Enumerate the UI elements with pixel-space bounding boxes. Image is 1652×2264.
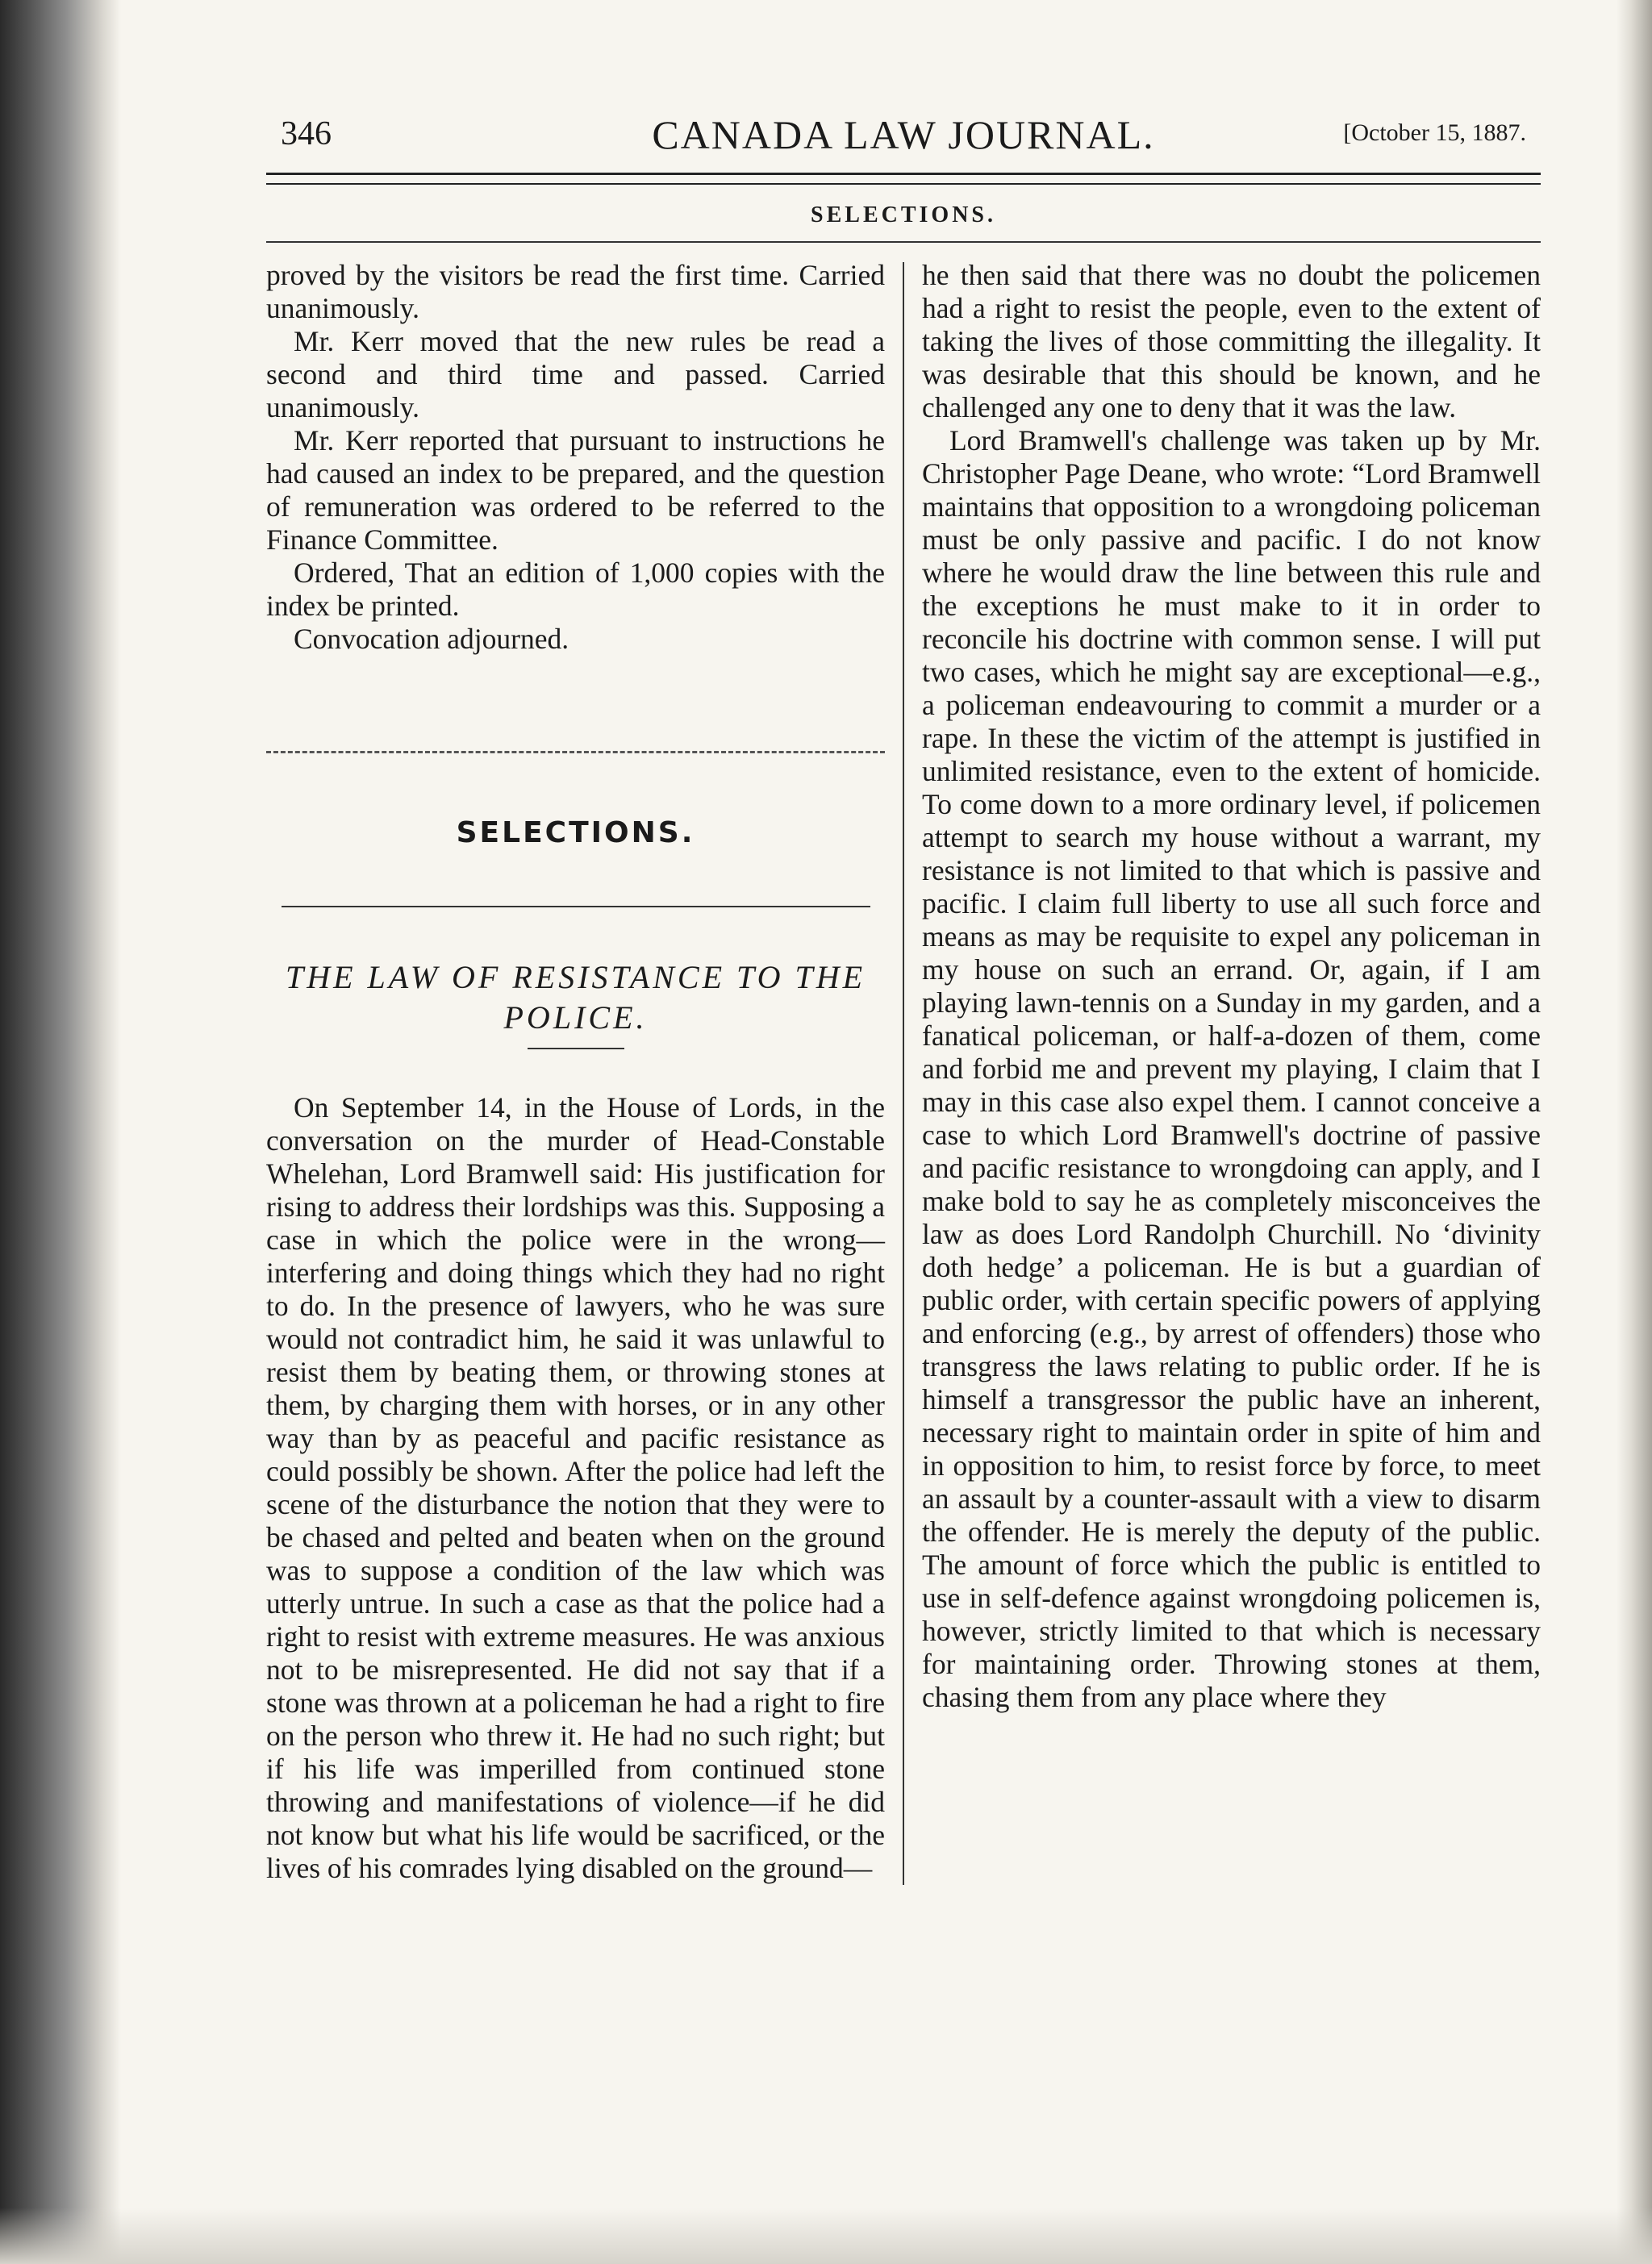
page-number: 346: [281, 115, 332, 152]
header-double-rule: [266, 173, 1541, 185]
journal-title: CANADA LAW JOURNAL.: [652, 112, 1155, 157]
text-columns: [266, 259, 1541, 1885]
page-edge-bottom: [0, 2208, 1652, 2264]
section-running-head: SELECTIONS.: [811, 202, 996, 227]
paragraph: Mr. Kerr reported that pursuant to instructions he had caused an index to be prepared, and the question of remuneration was ordered to be referred to the Finance Committee.: [266, 424, 885, 556]
dashed-divider: [266, 751, 885, 753]
paragraph: proved by the visitors be read the first time. Carried unanimously.: [266, 259, 885, 324]
paragraph: Ordered, That an edition of 1,000 copies with the index be printed.: [266, 557, 885, 622]
issue-date: [October 15, 1887.: [1343, 119, 1526, 146]
running-head: [266, 97, 1541, 161]
header-rule: [266, 241, 1541, 243]
left-column: [266, 259, 903, 1885]
title-rule: [528, 1048, 624, 1049]
article-paragraph: On September 14, in the House of Lords, in the conversation on the murder of Head-Constable Whelehan, Lord Bramwell said: His justification for rising to address their lordships was this. Supposing a case in which the police were in the wrong—interfering and doing things which they had no right to do. In the presence of lawyers, who he was sure would not contradict him, he said it was unlawful to resist them by beating them, or throwing stones at them, by charging them with horses, or in any other way than by as peaceful and pacific resistance as could possibly be shown. After the police had left the scene of the disturbance the notion that they were to be chased and pelted and beaten when on the ground was to suppose a condition of the law which was utterly untrue. In such a case as that the police had a right to resist with extreme measures. He was anxious not to be misrepresented. He did not say that if a stone was thrown at a policeman he had a right to fire on the person who threw it. He had no such right; but if his life was imperilled from continued stone throwing and manifestations of violence—if he did not know but what his life would be sacrificed, or the lives of his comrades lying disabled on the ground—: [266, 1091, 885, 1884]
book-binding-shadow: [0, 0, 121, 2264]
page-edge-right: [1617, 0, 1652, 2264]
section-heading: SELECTIONS.: [456, 816, 695, 849]
section-rule: [282, 906, 870, 907]
right-column: [904, 259, 1541, 1885]
article-title: THE LAW OF RESISTANCE TO THE POLICE.: [285, 959, 866, 1036]
paragraph: he then said that there was no doubt the policemen had a right to resist the people, even to the extent of taking the lives of those committing the illegality. It was desirable that this should be known, and he challenged any one to deny that it was the law.: [922, 259, 1541, 423]
paragraph: Mr. Kerr moved that the new rules be read a second and third time and passed. Carried unanimously.: [266, 325, 885, 423]
journal-page: [266, 97, 1541, 1885]
paragraph: Lord Bramwell's challenge was taken up by Mr. Christopher Page Deane, who wrote: “Lord Bramwell maintains that opposition to a wrongdoing policeman must be only passive and pacific. I do not know where he would draw the line between this rule and the exceptions he must make to it in order to reconcile his doctrine with common sense. I will put two cases, which he might say are exceptional—e.g., a policeman endeavouring to commit a murder or a rape. In these the victim of the attempt is justified in unlimited resistance, even to the extent of homicide. To come down to a more ordinary level, if policemen attempt to search my house without a warrant, my resistance is not limited to that which is passive and pacific. I claim full liberty to use all such force and means as may be requisite to expel any policeman in my house on such an errand. Or, again, if I am playing lawn-tennis on a Sunday in my garden, and a fanatical policeman, or half-a-dozen of them, come and forbid me and prevent my playing, I claim that I may in this case also expel them. I cannot conceive a case to which Lord Bramwell's doctrine of passive and pacific resistance to wrongdoing can apply, and I make bold to say he as completely misconceives the law as does Lord Randolph Churchill. No ‘divinity doth hedge’ a policeman. He is but a guardian of public order, with certain specific powers of applying and enforcing (e.g., by arrest of offenders) those who transgress the laws relating to public order. If he is himself a transgressor the public have an inherent, necessary right to maintain order in spite of him and in opposition to him, to resist force by force, to meet an assault by a counter-assault with a view to disarm the offender. He is merely the deputy of the public. The amount of force which the public is entitled to use in self-defence against wrongdoing policemen is, however, strictly limited to that which is necessary for maintaining order. Throwing stones at them, chasing them from any place where they: [922, 424, 1541, 1713]
paragraph: Convocation adjourned.: [294, 623, 569, 655]
